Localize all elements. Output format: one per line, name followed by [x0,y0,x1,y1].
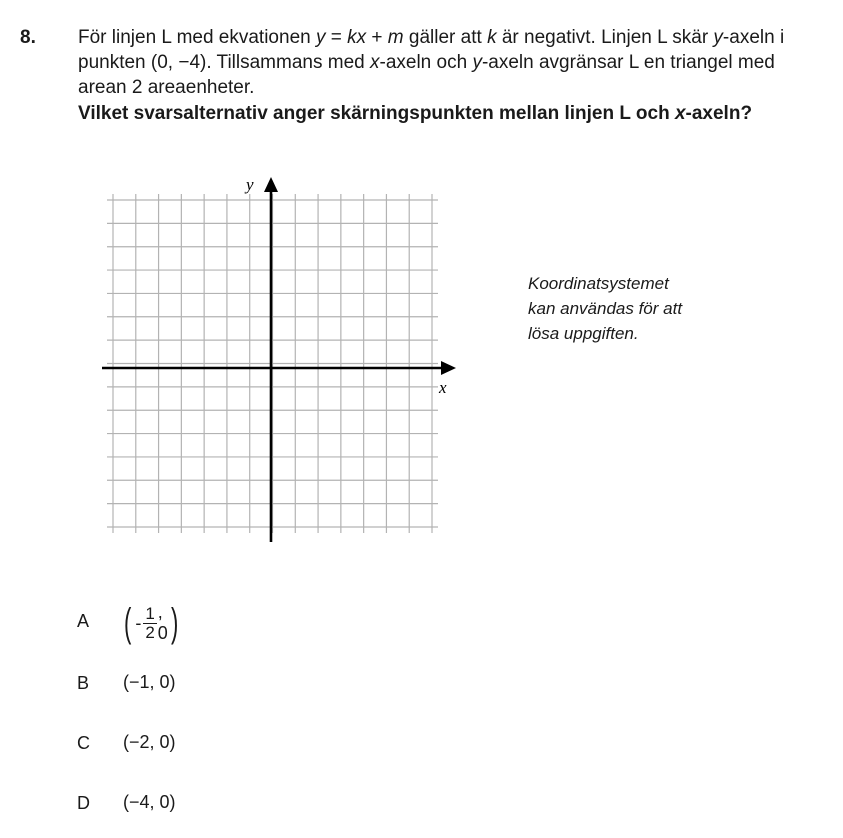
coordinate-grid [95,170,465,550]
option-value: ( - $\frac{1}{2}$ , 0 ) [123,601,179,645]
question-prompt: Vilket svarsalternativ anger skärningspunkten mellan linjen L och x-axeln? [78,103,753,124]
option-value: (−2, 0) [123,732,176,752]
option-letter: C [77,733,90,753]
option-letter: A [77,611,90,631]
question-number: 8. [20,27,36,48]
question-text: För linjen L med ekvationen y = kx + m gäller att k är negativt. Linjen L skär y-axeln i punkten (0, −4). Tillsammans med x-axeln och y-axeln avgränsar L en triangel med arean 2 areaenheter. [78,27,785,98]
x-axis-arrow [441,361,456,375]
option-letter: B [77,673,90,693]
option-value: (−1, 0) [123,672,176,692]
y-axis-arrow [264,177,278,192]
option-letter: D [77,793,90,813]
graph-note: Koordinatsystemet kan användas för att lösa uppgiften. [528,274,683,343]
option-value: (−4, 0) [123,792,176,812]
x-axis-label: x [439,378,447,397]
grid-lines [107,194,438,533]
y-axis-label: y [246,175,254,194]
